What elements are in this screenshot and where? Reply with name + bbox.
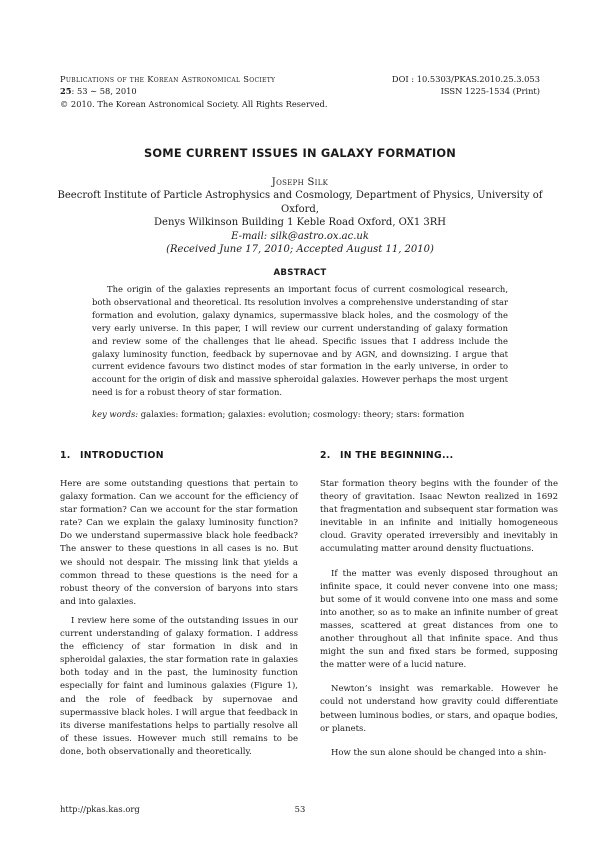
abstract-text: The origin of the galaxies represents an important focus of current cosmological research, both observational and theoretical. Its resolution involves a comprehensive understanding of star formation and evolution, galaxy dynamics, supermassive black holes, and the cosmology of the very early universe. In this paper, I will review our current understanding of galaxy formation and review some of the challenges that lie ahead. Specific issues that I address include the galaxy luminosity function, feedback by supernovae and by AGN, and downsizing. I argue that current evidence favours two distinct modes of star formation in the early universe, in order to account for the origin of disk and massive spheroidal galaxies. However perhaps the most urgent need is for a robust theory of star formation. bbox=[92, 284, 508, 398]
received-dates: (Received June 17, 2010; Accepted August 11, 2010) bbox=[166, 244, 434, 256]
keywords-label: key words: bbox=[92, 409, 139, 419]
doi: DOI : 10.5303/PKAS.2010.25.3.053 bbox=[391, 74, 540, 84]
paragraph: How the sun alone should be changed into a shin- bbox=[331, 747, 547, 758]
paragraph: I review here some of the outstanding issues in our current understanding of galaxy formation. I address the efficiency of star formation in disk and in spheroidal galaxies, the star formation rate in galaxies both today and in the past, the luminosity function especially for faint and luminous galaxies (Figure 1), and the role of feedback by supernovae and supermassive black holes. I will argue that feedback in its diverse manifestations helps to partially resolve all of these issues. However much still remains to be done, both observationally and theoretically. bbox=[60, 615, 298, 757]
affiliation-line-1: Beecroft Institute of Particle Astrophysics and Cosmology, Department of Physics, University of Oxford, bbox=[57, 190, 543, 215]
issn: ISSN 1225-1534 (Print) bbox=[440, 86, 540, 97]
section-number: 1. bbox=[60, 450, 71, 461]
section-number: 2. bbox=[320, 450, 331, 461]
doi-header bbox=[392, 73, 540, 98]
affiliation-line-2: Denys Wilkinson Building 1 Keble Road Oxford, OX1 3RH bbox=[154, 217, 446, 229]
page-number: 53 bbox=[294, 804, 306, 814]
copyright-notice: © 2010. The Korean Astronomical Society. All Rights Reserved. bbox=[60, 98, 328, 109]
paragraph: Star formation theory begins with the founder of the theory of gravitation. Isaac Newton realized in 1692 that fragmentation and subsequent star formation was inevitable in an infinite and initially homogeneous cloud. Gravity operated irreversibly and inevitably in accumulating matter around density fluctuations. bbox=[320, 479, 558, 555]
section-title: INTRODUCTION bbox=[80, 450, 164, 461]
page-range: : 53 ∼ 58, 2010 bbox=[71, 86, 137, 97]
paragraph: Here are some outstanding questions that pertain to galaxy formation. Can we account for the efficiency of star formation? Can we account for the star formation rate? Can we explain the galaxy luminosity function? Do we understand supermassive black hole feedback? The answer to these questions in all cases is no. But we should not despair. The missing link that yields a common thread to these questions is the need for a robust theory of the conversion of baryons into stars and into galaxies. bbox=[60, 479, 298, 607]
footer-url[interactable]: http://pkas.kas.org bbox=[60, 804, 140, 814]
section-title: IN THE BEGINNING... bbox=[340, 450, 454, 461]
paragraph: Newton’s insight was remarkable. However he could not understand how gravity could differentiate between luminous bodies, or stars, and opaque bodies, or planets. bbox=[320, 684, 558, 734]
left-column bbox=[60, 449, 298, 765]
author-name: Joseph Silk bbox=[271, 177, 329, 188]
author-email: E-mail: silk@astro.ox.ac.uk bbox=[231, 230, 369, 242]
right-column bbox=[320, 449, 558, 771]
quote-paragraph: If the matter was evenly disposed throughout an infinite space, it could never convene into one mass; but some of it would convene into one mass and some into another, so as to make an infinite number of great masses, scattered at great distances from one to another throughout all that infinite space. And thus might the sun and fixed stars be formed, supposing the matter were of a lucid nature. bbox=[320, 568, 558, 671]
volume-number: 25 bbox=[60, 86, 72, 97]
journal-header bbox=[60, 73, 327, 110]
section-heading-in-the-beginning bbox=[320, 449, 558, 462]
keywords bbox=[92, 408, 508, 421]
abstract-heading: ABSTRACT bbox=[273, 268, 327, 278]
keywords-list: galaxies: formation; galaxies: evolution; cosmology: theory; stars: formation bbox=[140, 409, 465, 419]
volume-pages bbox=[60, 85, 327, 97]
section-heading-introduction bbox=[60, 449, 298, 462]
journal-name: Publications of the Korean Astronomical Society bbox=[60, 74, 276, 84]
paper-title: SOME CURRENT ISSUES IN GALAXY FORMATION bbox=[144, 146, 456, 160]
author-block bbox=[40, 176, 560, 256]
